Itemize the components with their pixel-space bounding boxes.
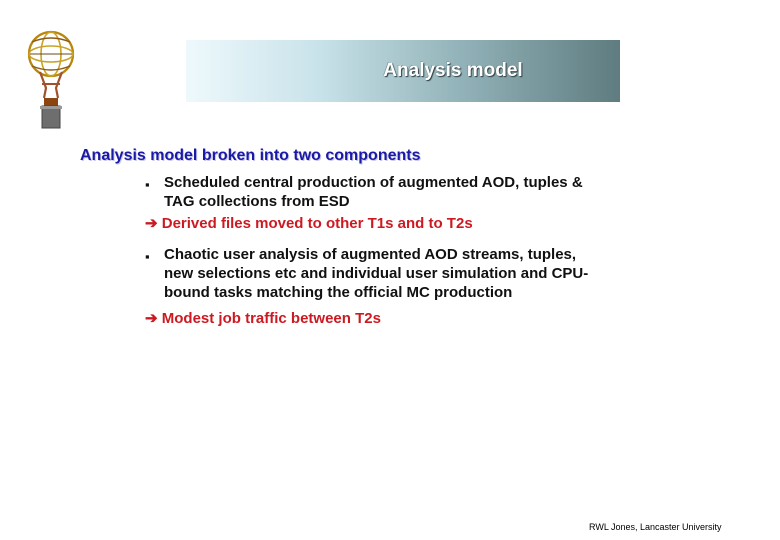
atlas-logo-icon [18,14,88,129]
bullet-line: Scheduled central production of augmented AOD, tuples & [164,174,583,191]
bullet-item-scheduled-production [164,173,583,211]
slide-title: Analysis model [383,60,523,81]
arrow-item-text: Derived files moved to other T1s and to T2s [161,215,473,232]
slide-subheading: Analysis model broken into two components [80,147,421,164]
bullet-line: bound tasks matching the official MC production [164,284,513,301]
bullet-line: TAG collections from ESD [164,193,350,210]
arrow-right-icon: ➔ [145,215,158,232]
bullet-item-chaotic-analysis [164,245,588,302]
title-banner [186,40,620,102]
arrow-item-text: Modest job traffic between T2s [161,310,381,327]
arrow-item-derived-files [145,214,473,233]
slide-footer: RWL Jones, Lancaster University [589,522,722,532]
arrow-right-icon: ➔ [145,310,158,327]
bullet-marker-1: ▪ [145,177,150,192]
bullet-line: Chaotic user analysis of augmented AOD streams, tuples, [164,246,577,263]
arrow-item-modest-traffic [145,309,381,328]
bullet-marker-2: ▪ [145,249,150,264]
bullet-line: new selections etc and individual user simulation and CPU- [164,265,589,282]
